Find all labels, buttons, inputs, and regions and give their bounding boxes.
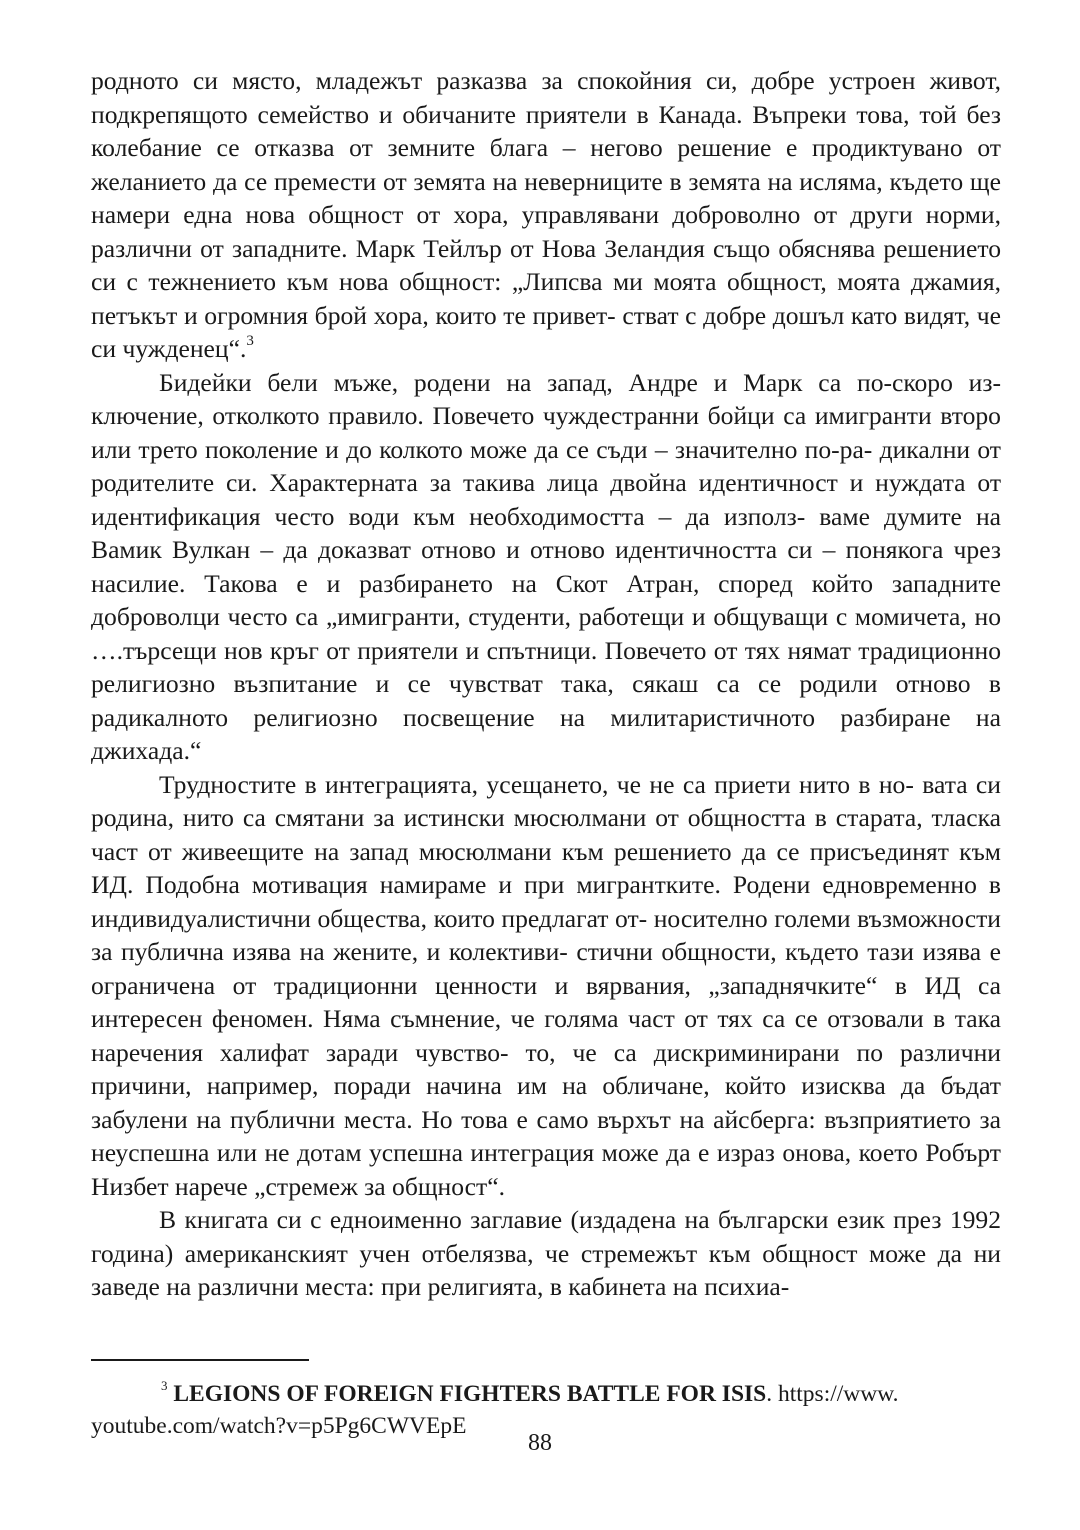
text-line: ваме думите на Вамик Вулкан – да доказват отново и отново идентичността bbox=[91, 501, 1001, 564]
text-line: обяснява решението си с тежнението към нова общност: „Липсва ми моята bbox=[91, 233, 1002, 296]
footnote-number: 3 bbox=[161, 1378, 168, 1394]
text-line: вата си родина, нито са смятани за истински мюсюлмани от общността в bbox=[91, 769, 1001, 832]
text-line: „стремеж за общност“. bbox=[254, 1171, 505, 1201]
text-line: 1992 година) американският учен отбелязва, че стремежът към общност bbox=[91, 1205, 1001, 1268]
text-line: където ще намери една нова общност от хора, управлявани доброволно от bbox=[91, 166, 1001, 229]
text-line: голяма част от тях са се отзовали в така наречения халифат заради чувство- bbox=[91, 1004, 1001, 1067]
text-line: носително големи възможности за публична изява на жените, и колективи- bbox=[91, 903, 1001, 966]
footnote-reference[interactable]: 3 bbox=[246, 333, 254, 350]
text-line: то, че са дискриминирани по различни причини, например, поради начина bbox=[91, 1037, 1001, 1100]
text-line: милитаристичното разбиране на джихада.“ bbox=[91, 702, 1001, 765]
text-line: старата, тласка част от живеещите на запад мюсюлмани към решението да bbox=[91, 803, 1002, 866]
text-line: В книгата си с едноименно заглавие (издадена на български език през bbox=[159, 1205, 942, 1234]
text-line: Трудностите в интеграцията, усещането, че не са приети нито в но- bbox=[159, 769, 914, 799]
text-line: от желанието да се премести от земята на неверниците в земята на исляма, bbox=[91, 133, 1001, 196]
text-line: и вярвания, „западнячките“ в ИД са интересен феномен. Няма съмнение, че bbox=[91, 970, 1001, 1033]
paragraph-1 bbox=[91, 64, 1001, 366]
text-line: подкрепящото семейство и обичаните приятели в Канада. Въпреки това, той bbox=[91, 99, 957, 129]
text-line: това е само върхът на айсберга: възприятието за неуспешна или не дотам bbox=[91, 1104, 1001, 1167]
text-line: ключение, отколкото правило. Повечето чуждестранни бойци са имигранти bbox=[91, 401, 932, 430]
text-line: общност, моята джамия, петъкът и огромния брой хора, които те привет- bbox=[91, 267, 1001, 330]
text-line: второ или трето поколение и до колкото може да се съди – значително по-ра- bbox=[91, 401, 1001, 464]
text-line: без колебание се отказва от земните блага – негово решение е продиктувано bbox=[91, 99, 1002, 162]
text-line: им на обличане, който изисква да бъдат забулени на публични места. Но bbox=[91, 1071, 1001, 1134]
main-text bbox=[91, 64, 1001, 1304]
text-line: други норми, различни от западните. Марк Тейлър от Нова Зеландия също bbox=[91, 200, 1001, 263]
text-line: общуващи с момичета, но ….търсещи нов кръг от приятели и спътници. bbox=[91, 602, 1001, 665]
footnote-url-start[interactable]: . https://www. bbox=[766, 1381, 899, 1407]
text-line: и нуждата от идентификация често води към необходимостта – да използ- bbox=[91, 468, 1001, 531]
text-line: стват с добре дошъл като видят, че си чужденец“. bbox=[91, 300, 1002, 363]
text-line: Родени едновременно в индивидуалистични общества, които предлагат от- bbox=[91, 870, 1001, 933]
footnote-url-rest[interactable]: youtube.com/watch?v=p5Pg6CWVEpE bbox=[91, 1413, 467, 1439]
paragraph-4 bbox=[91, 1203, 1001, 1304]
text-line: Повечето от тях нямат традиционно религиозно възпитание и се чувстват bbox=[91, 635, 1001, 698]
paragraph-2 bbox=[91, 366, 1001, 768]
text-line: си – понякога чрез насилие. Такова е и разбирането на Скот Атран, според bbox=[91, 535, 1001, 598]
footnote-title: LEGIONS OF FOREIGN FIGHTERS BATTLE FOR ISIS bbox=[173, 1381, 767, 1407]
text-line: който западните доброволци често са „имигранти, студенти, работещи и bbox=[91, 568, 1001, 631]
footnote-line bbox=[91, 1378, 1001, 1410]
text-line: се присъединят към ИД. Подобна мотивация намираме и при мигрантките. bbox=[91, 836, 1001, 899]
text-line: родното си място, младежът разказва за спокойния си, добре устроен живот, bbox=[91, 66, 1001, 95]
paragraph-3 bbox=[91, 768, 1001, 1204]
text-line: успешна интеграция може да е израз онова, което Робърт Низбет нарече bbox=[91, 1138, 1001, 1201]
text-line: така, сякаш са се родили отново в радикалното религиозно посвещение на bbox=[91, 669, 1001, 732]
footnote-separator bbox=[91, 1359, 309, 1361]
text-line: може да ни заведе на различни места: при религията, в кабинета на психиа- bbox=[91, 1238, 1001, 1301]
text-line: Бидейки бели мъже, родени на запад, Андре и Марк са по-скоро из- bbox=[159, 367, 1001, 397]
page-number: 88 bbox=[528, 1430, 552, 1456]
text-line: дикални от родителите си. Характерната за такива лица двойна идентичност bbox=[91, 434, 1001, 497]
text-line: стични общности, където тази изява е ограничена от традиционни ценности bbox=[91, 937, 1001, 1000]
